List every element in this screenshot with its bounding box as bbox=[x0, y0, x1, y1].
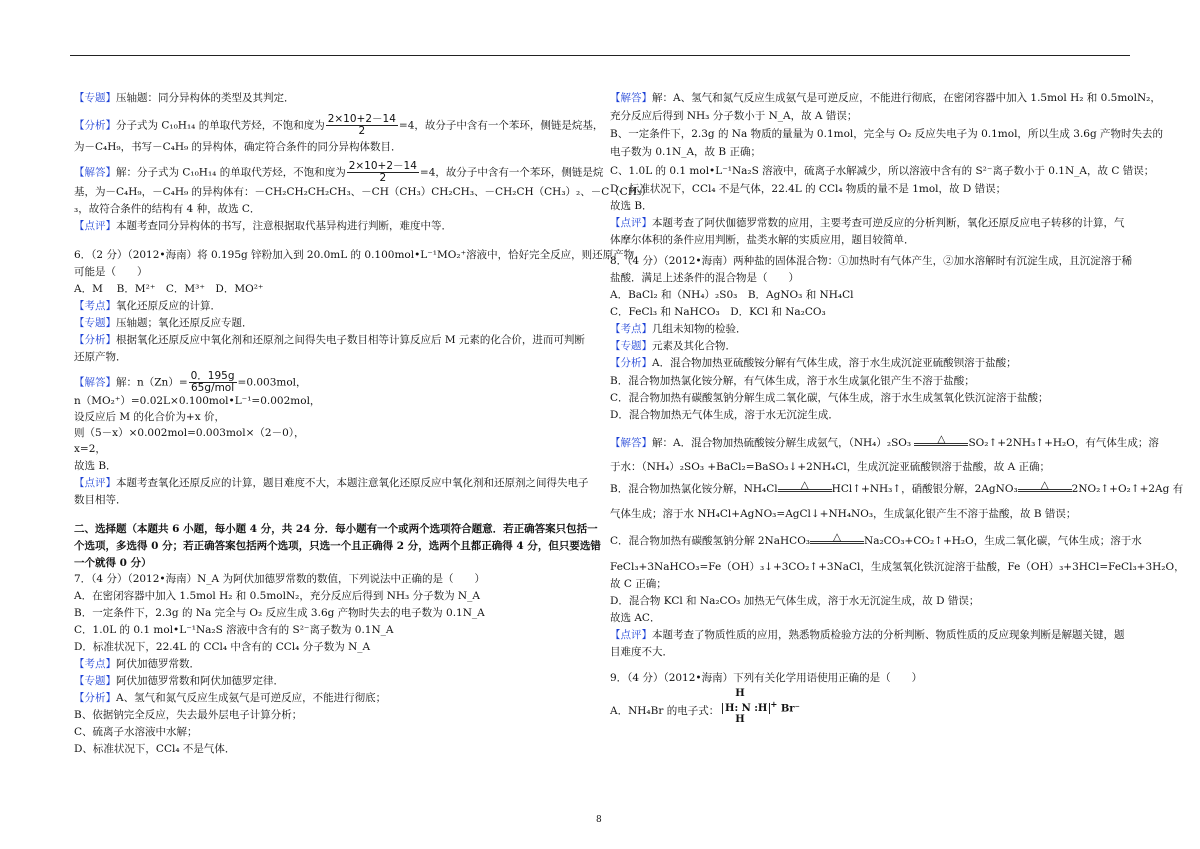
question-options: A．M B．M²⁺ C．M³⁺ D．MO²⁺ bbox=[74, 283, 264, 295]
option-c: C．1.0L 的 0.1 mol•L⁻¹Na₂S 溶液中含有的 S²⁻离子数为 0.1N_A bbox=[74, 624, 394, 636]
question-7: 7．（4 分）（2012•海南）N_A 为阿伏加德罗常数的数值，下列说法中正确的是（ ） bbox=[74, 573, 485, 585]
text-line: D、标准状况下，CCl₄ 不是气体． bbox=[74, 743, 236, 755]
line-text: 本题考查同分异构体的书写，注意根据取代基异构进行判断，难度中等． bbox=[116, 220, 452, 232]
text-line: D．混合物加热无气体生成，溶于水无沉淀生成． bbox=[610, 409, 839, 421]
question-6: 6．（2 分）（2012•海南）将 0.195g 锌粉加入到 20.0mL 的 0.100mol•L⁻¹MO₂⁺溶液中，恰好完全反应，则还原产物 bbox=[74, 249, 635, 261]
denominator: 2 bbox=[379, 172, 387, 184]
label-analysis: 【分析】 bbox=[74, 119, 116, 132]
label-answer: 【解答】 bbox=[74, 166, 116, 179]
header-rule bbox=[70, 55, 1130, 56]
lewis-h-top: H bbox=[735, 688, 745, 699]
text-line: 目难度不大． bbox=[610, 646, 673, 658]
line-text: 解：A、氢气和氮气反应生成氨气是可逆反应，不能进行彻底，在密闭容器中加入 1.5mol H₂ 和 0.5molN₂， bbox=[652, 92, 1161, 104]
label-point: 【考点】 bbox=[74, 300, 116, 312]
numerator: 2×10+2－14 bbox=[327, 113, 396, 125]
text-line: C．混合物加热有碳酸氢钠分解生成二氧化碳，气体生成，溶于水生成氢氧化铁沉淀溶于盐酸； bbox=[610, 392, 1049, 404]
option-a: A．在密闭容器中加入 1.5mol H₂ 和 0.5molN₂，充分反应后得到 NH₃ 分子数为 N_A bbox=[74, 590, 480, 602]
options-cd: C．FeCl₃ 和 NaHCO₃ D．KCl 和 Na₂CO₃ bbox=[610, 306, 826, 318]
text-line bbox=[74, 371, 307, 394]
line-text: 本题考查氧化还原反应的计算，题目难度不大，本题注意氧化还原反应中氧化剂和还原剂之间得失电子 bbox=[116, 477, 589, 489]
text-line: 则（5－x）×0.002mol=0.003mol×（2－0）， bbox=[74, 427, 305, 439]
text-line: 故选 B． bbox=[610, 200, 653, 212]
text-line: B．混合物加热氯化铵分解，有气体生成，溶于水生成氯化银产生不溶于盐酸； bbox=[610, 375, 975, 387]
text-line bbox=[74, 657, 200, 671]
lewis-h-bottom: H bbox=[735, 714, 745, 726]
option-a: A．NH₄Br 的电子式： bbox=[610, 705, 720, 717]
numerator: 0．195g bbox=[190, 370, 235, 382]
fraction bbox=[189, 371, 237, 394]
text-line: 于水：（NH₄）₂SO₃ +BaCl₂=BaSO₃↓+2NH₄Cl，生成沉淀亚硫酸钡溶于盐酸，故 A 正确； bbox=[610, 461, 1050, 473]
text-line bbox=[610, 91, 1161, 105]
delta-icon: △ bbox=[1040, 479, 1049, 491]
line-text: 分子式为 C₁₀H₁₄ 的单取代芳烃，不饱和度为 bbox=[116, 119, 325, 132]
line-text: 根据氧化还原反应中氧化剂和还原剂之间得失电子数目相等计算反应后 M 元素的化合价，进而可判断 bbox=[116, 334, 585, 346]
question-9: 9．（4 分）（2012•海南）下列有关化学用语使用正确的是（ ） bbox=[610, 672, 923, 684]
text-line bbox=[610, 356, 1017, 370]
line-text: 压轴题；氧化还原反应专题． bbox=[116, 317, 253, 329]
line-text: 2NO₂↑+O₂↑+2Ag 有 bbox=[1071, 483, 1184, 495]
delta-icon: △ bbox=[832, 531, 842, 543]
line-text: 元素及其化合物． bbox=[652, 340, 736, 352]
line-text: 本题考查了物质性质的应用，熟悉物质检验方法的分析判断、物质性质的反应现象判断是解题关键，题 bbox=[652, 629, 1125, 641]
text-line: 故选 B． bbox=[74, 460, 117, 472]
label-analysis: 【分析】 bbox=[74, 334, 116, 346]
text-line: 可能是（ ） bbox=[74, 266, 148, 278]
lewis-middle: H: N :H bbox=[722, 703, 770, 714]
line-text: 解：分子式为 C₁₀H₁₄ 的单取代芳烃，不饱和度为 bbox=[116, 166, 346, 179]
line-text: 几组未知物的检验． bbox=[652, 323, 747, 335]
text-line: C、1.0L 的 0.1 mol•L⁻¹Na₂S 溶液中，硫离子水解减少，所以溶液中含有的 S²⁻离子数小于 0.1N_A，故 C 错误； bbox=[610, 165, 1155, 177]
text-line: 数目相等． bbox=[74, 494, 127, 506]
section-heading: 一个就得 0 分） bbox=[74, 557, 152, 569]
label-analysis: 【分析】 bbox=[74, 692, 116, 704]
text-line: 体摩尔体积的条件应用判断，盐类水解的实质应用，题目较简单． bbox=[610, 234, 915, 246]
delta-icon: △ bbox=[937, 433, 946, 445]
text-line bbox=[610, 628, 1125, 642]
label-topic: 【专题】 bbox=[74, 317, 116, 329]
text-line: 气体生成；溶于水 NH₄Cl+AgNO₃=AgCl↓+NH₄NO₃，生成氯化银产生不溶于盐酸，故 B 错误； bbox=[610, 508, 1077, 520]
text-line bbox=[74, 114, 603, 137]
line-text: B．混合物加热氯化铵分解，NH₄Cl bbox=[610, 483, 778, 495]
text-line bbox=[74, 299, 221, 313]
line-text: A．混合物加热亚硫酸铵分解有气体生成，溶于水生成沉淀亚硫酸钡溶于盐酸； bbox=[652, 357, 1017, 369]
label-point: 【考点】 bbox=[610, 323, 652, 335]
line-text: 压轴题：同分异构体的类型及其判定． bbox=[116, 92, 295, 104]
option-b: B．一定条件下，2.3g 的 Na 完全与 O₂ 反应生成 3.6g 产物时失去的电子数为 0.1N_A bbox=[74, 607, 485, 619]
line-text: =4，故分子中含有一个苯环，侧链是烷 bbox=[419, 166, 604, 179]
denominator: 65g/mol bbox=[191, 382, 235, 394]
label-point: 【考点】 bbox=[74, 658, 116, 670]
text-line: 基，为－C₄H₉，－C₄H₉ 的异构体有：－CH₂CH₂CH₂CH₃、－CH（CH₃）CH₂CH₃、－CH₂CH（CH₃）₂、－C（CH₃） bbox=[74, 186, 652, 198]
heat-arrow bbox=[810, 531, 864, 548]
text-line bbox=[610, 531, 1142, 548]
line-text: 解：A．混合物加热硫酸铵分解生成氨气，（NH₄）₂SO₃ bbox=[652, 437, 915, 449]
label-analysis: 【分析】 bbox=[610, 357, 652, 369]
line-text: C．混合物加热有碳酸氢钠分解 2NaHCO₃ bbox=[610, 535, 811, 547]
options-ab: A．BaCl₂ 和（NH₄）₂S0₃ B．AgNO₃ 和 NH₄Cl bbox=[610, 289, 854, 301]
text-line bbox=[610, 433, 1159, 450]
line-text: SO₂↑+2NH₃↑+H₂O，有气体生成；溶 bbox=[968, 437, 1159, 449]
text-line: D、标准状况下，CCl₄ 不是气体，22.4L 的 CCl₄ 物质的量不是 1mol，故 D 错误； bbox=[610, 183, 1007, 195]
text-line: B、依据钠完全反应，失去最外层电子计算分析； bbox=[74, 709, 303, 721]
text-line: 还原产物． bbox=[74, 351, 127, 363]
text-line bbox=[74, 161, 603, 184]
text-line bbox=[74, 219, 452, 233]
delta-icon: △ bbox=[800, 479, 809, 491]
text-line bbox=[74, 674, 284, 688]
text-line bbox=[610, 322, 747, 336]
text-line bbox=[74, 333, 585, 347]
label-topic: 【专题】 bbox=[74, 675, 116, 687]
heat-arrow bbox=[914, 433, 968, 450]
text-line: C、硫离子水溶液中水解； bbox=[74, 726, 198, 738]
text-line: 故 C 正确； bbox=[610, 578, 667, 590]
numerator: 2×10+2－14 bbox=[348, 160, 417, 172]
line-text: Na₂CO₃+CO₂↑+H₂O，生成二氧化碳，气体生成；溶于水 bbox=[864, 535, 1142, 547]
line-text: 氧化还原反应的计算． bbox=[116, 300, 221, 312]
label-answer: 【解答】 bbox=[610, 437, 652, 449]
page-number: 8 bbox=[596, 815, 602, 825]
heat-arrow bbox=[1018, 479, 1072, 496]
label-comment: 【点评】 bbox=[74, 220, 116, 232]
text-line: 故选 AC． bbox=[610, 612, 661, 624]
text-line bbox=[610, 216, 1125, 230]
line-text: 阿伏加德罗常数． bbox=[116, 658, 200, 670]
line-text: =0.003mol， bbox=[237, 376, 307, 389]
line-text: =4，故分子中含有一个苯环，侧链是烷基， bbox=[398, 119, 604, 132]
text-line: x=2， bbox=[74, 443, 106, 455]
label-comment: 【点评】 bbox=[74, 477, 116, 489]
text-line: 设反应后 M 的化合价为+x 价， bbox=[74, 411, 225, 423]
line-text: 阿伏加德罗常数和阿伏加德罗定律． bbox=[116, 675, 284, 687]
fraction bbox=[347, 161, 419, 184]
label-comment: 【点评】 bbox=[610, 629, 652, 641]
question-8: 8．（4 分）（2012•海南）两种盐的固体混合物：①加热时有气体产生，②加水溶解时有沉淀生成，且沉淀溶于稀 bbox=[610, 255, 1133, 267]
label-comment: 【点评】 bbox=[610, 217, 652, 229]
text-line: FeCl₃+3NaHCO₃=Fe（OH）₃↓+3CO₂↑+3NaCl，生成氢氧化铁沉淀溶于盐酸，Fe（OH）₃+3HCl=FeCl₃+3H₂O， bbox=[610, 561, 1185, 573]
heat-arrow bbox=[778, 479, 832, 496]
option-d: D．标准状况下，22.4L 的 CCl₄ 中含有的 CCl₄ 分子数为 N_A bbox=[74, 641, 371, 653]
lewis-structure-nh4br bbox=[722, 688, 800, 725]
text-line bbox=[74, 91, 295, 105]
label-topic: 【专题】 bbox=[610, 340, 652, 352]
text-line: 为－C₄H₉，书写－C₄H₉ 的异构体，确定符合条件的同分异构体数目． bbox=[74, 141, 402, 153]
line-text: 本题考查了阿伏伽德罗常数的应用，主要考查可逆反应的分析判断，氧化还原反应电子转移的计算，气 bbox=[652, 217, 1125, 229]
text-line bbox=[74, 316, 253, 330]
label-topic: 【专题】 bbox=[74, 92, 116, 104]
line-text: A、氢气和氮气反应生成氨气是可逆反应，不能进行彻底； bbox=[116, 692, 387, 704]
label-answer: 【解答】 bbox=[74, 376, 116, 389]
text-line: 充分反应后得到 NH₃ 分子数小于 N_A，故 A 错误； bbox=[610, 110, 858, 122]
text-line: n（MO₂⁺）=0.02L×0.100mol•L⁻¹=0.002mol， bbox=[74, 395, 321, 407]
label-answer: 【解答】 bbox=[610, 92, 652, 104]
line-text: HCl↑+NH₃↑，硝酸银分解，2AgNO₃ bbox=[831, 483, 1018, 495]
text-line: 电子数为 0.1N_A，故 B 正确； bbox=[610, 146, 761, 158]
text-line bbox=[610, 339, 736, 353]
text-line: ₃，故符合条件的结构有 4 种，故选 C． bbox=[74, 203, 261, 215]
text-line bbox=[610, 479, 1184, 496]
text-line: D．混合物 KCl 和 Na₂CO₃ 加热无气体生成，溶于水无沉淀生成，故 D 错误； bbox=[610, 595, 980, 607]
text-line: 盐酸．满足上述条件的混合物是（ ） bbox=[610, 272, 799, 284]
text-line: B、一定条件下，2.3g 的 Na 物质的量量为 0.1mol，完全与 O₂ 反应失电子为 0.1mol，所以生成 3.6g 产物时失去的 bbox=[610, 128, 1164, 140]
denominator: 2 bbox=[358, 125, 366, 137]
line-text: 解：n（Zn）= bbox=[116, 376, 188, 389]
section-heading: 二、选择题（本题共 6 小题，每小题 4 分，共 24 分．每小题有一个或两个选项符合题意．若正确答案只包括一 bbox=[74, 523, 598, 535]
lewis-charge: + bbox=[770, 699, 778, 709]
text-line bbox=[74, 476, 589, 490]
text-line bbox=[74, 691, 386, 705]
section-heading: 个选项，多选得 0 分；若正确答案包括两个选项，只选一个且正确得 2 分，选两个且都正确得 4 分，但只要选错 bbox=[74, 540, 601, 552]
fraction bbox=[326, 114, 398, 137]
lewis-bromide: Br⁻ bbox=[780, 703, 800, 715]
